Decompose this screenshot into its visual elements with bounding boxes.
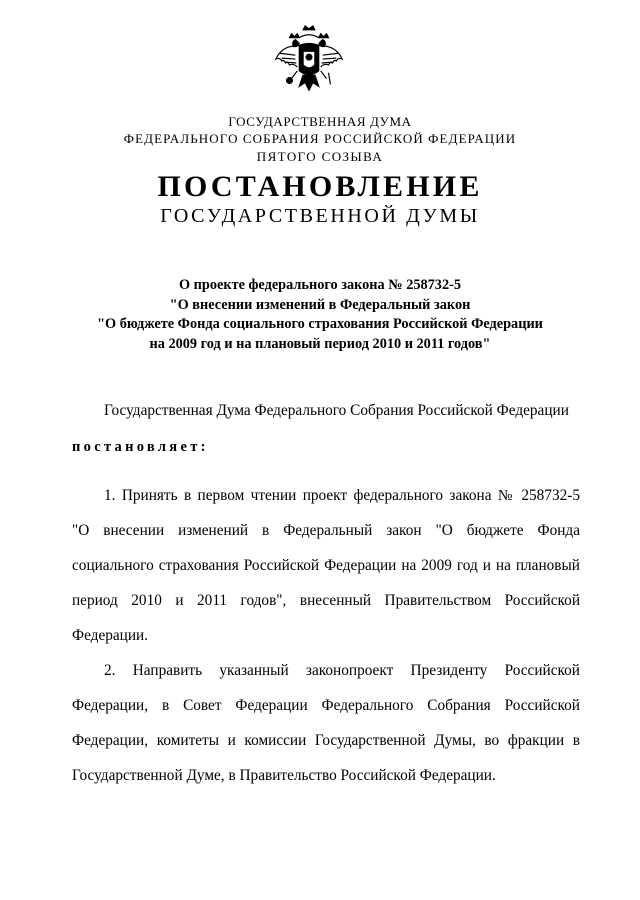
subject-line: "О бюджете Фонда социального страхования Российской Федерации (97, 316, 543, 332)
paragraph-1-line: "О внесении изменений в Федеральный закон "О бюджете Фонда (72, 522, 580, 539)
chamber-name: ГОСУДАРСТВЕННАЯ ДУМА (228, 114, 412, 129)
paragraph-2-line: Государственной Думе, в Правительство Российской Федерации. (72, 767, 496, 784)
document-type-title: ПОСТАНОВЛЕНИЕ (157, 170, 483, 203)
preamble: Государственная Дума Федерального Собрания Российской Федерации (104, 402, 569, 419)
subject-line: "О внесении изменений в Федеральный закон (169, 296, 471, 313)
paragraph-1-line: социального страхования Российской Федерации на 2009 год и на плановый (72, 557, 580, 574)
document-subject (60, 276, 580, 354)
paragraph-2-line: Федерации, в Совет Федерации Федерального Собрания Российской (72, 697, 580, 714)
decree-word: постановляет: (72, 439, 209, 455)
paragraph-2-line: 2. Направить указанный законопроект Президенту Российской (104, 662, 580, 679)
assembly-name: ФЕДЕРАЛЬНОГО СОБРАНИЯ РОССИЙСКОЙ ФЕДЕРАЦИИ (123, 131, 517, 146)
double-headed-eagle-icon (270, 24, 348, 102)
paragraph-1-line: 1. Принять в первом чтении проект федерального закона № 258732-5 (104, 487, 580, 504)
paragraph-1-line: период 2010 и 2011 годов", внесенный Правительством Российской (72, 592, 580, 609)
subject-line: О проекте федерального закона № 258732-5 (178, 277, 462, 293)
paragraph-1-line: Федерации. (72, 627, 149, 644)
convocation: ПЯТОГО СОЗЫВА (256, 149, 384, 164)
document-issuer: ГОСУДАРСТВЕННОЙ ДУМЫ (160, 205, 480, 227)
paragraph-2-line: Федерации, комитеты и комиссии Государственной Думы, во фракции в (72, 732, 580, 749)
subject-line: на 2009 год и на плановый период 2010 и 2011 годов" (149, 335, 491, 352)
